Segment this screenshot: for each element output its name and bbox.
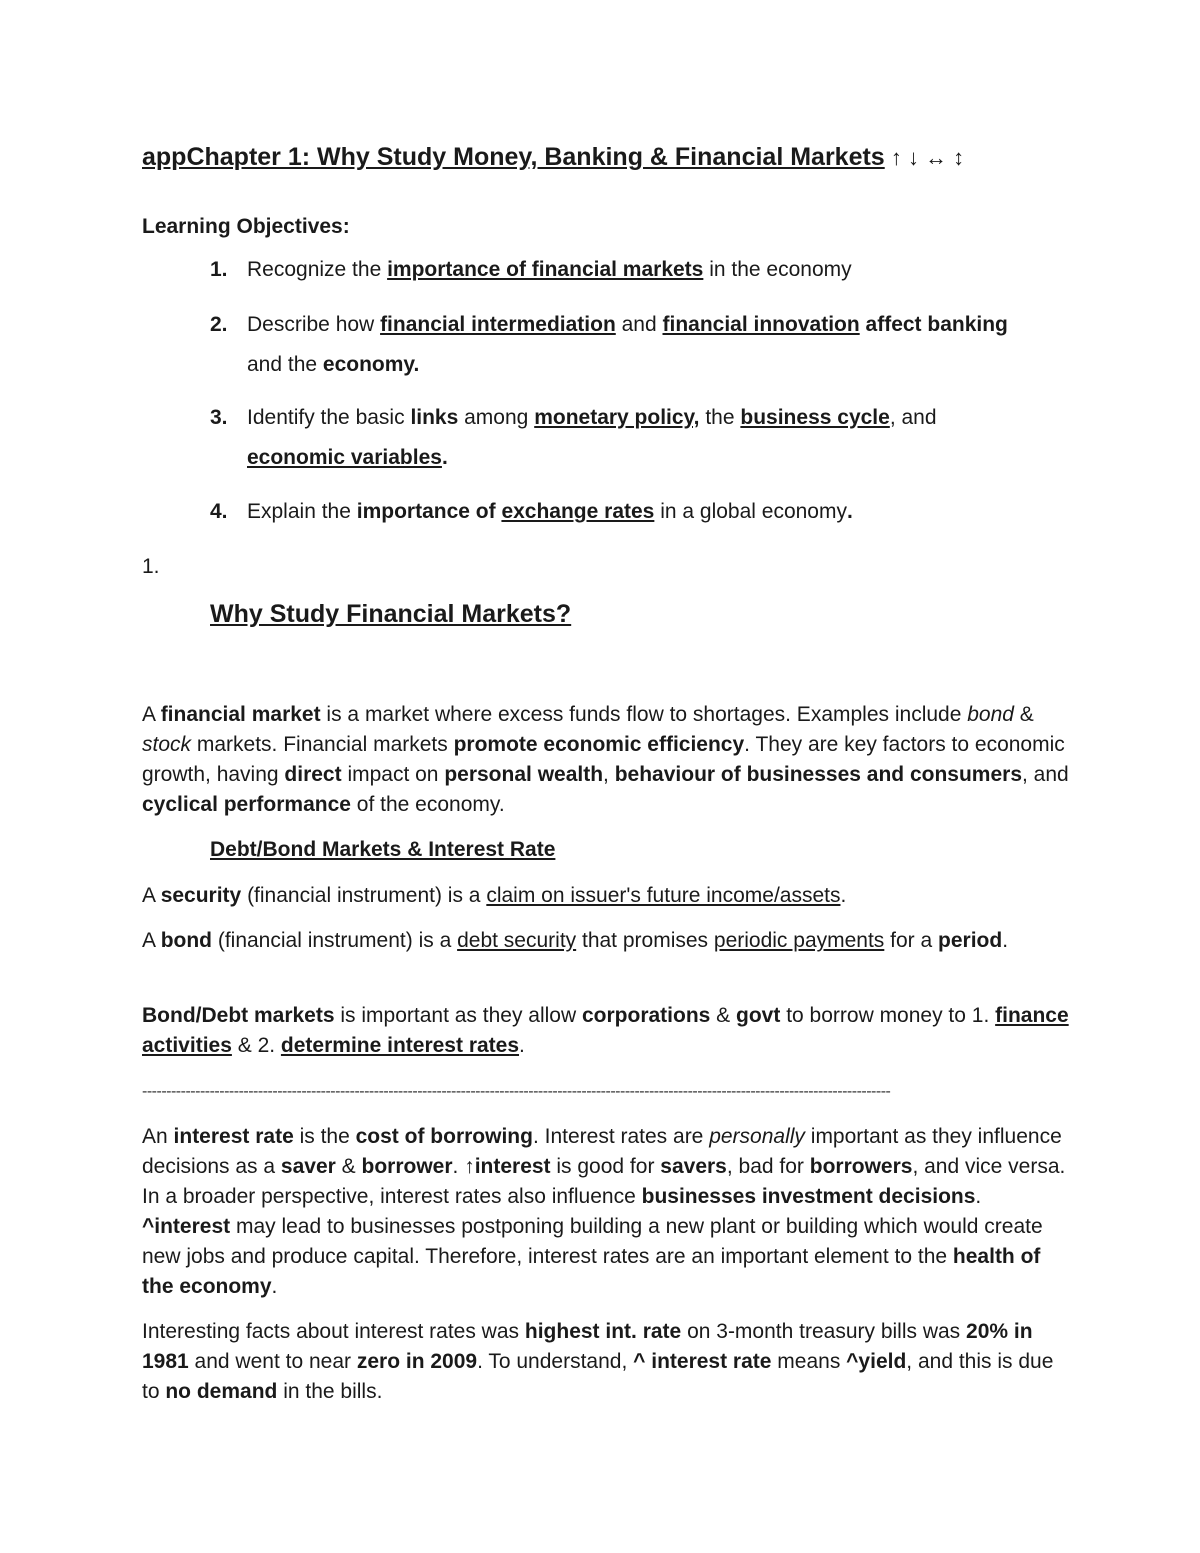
objective-2 (210, 305, 1010, 385)
objective-3 (210, 398, 1010, 478)
paragraph-interest-facts: Interesting facts about interest rates was highest int. rate on 3-month treasury bills was 20% in 1981 and went to near zero in 2009. To understand, ^ interest rate means ^yield, and this is due to no demand in the bills. (142, 1320, 1054, 1403)
objective-1 (210, 250, 1010, 290)
paragraph-security: A security (financial instrument) is a claim on issuer's future income/assets. (142, 884, 847, 907)
objective-text: Describe how financial intermediation and financial innovation affect banking and the economy. (247, 313, 1008, 376)
objective-number: 3. (210, 406, 228, 429)
chapter-title (142, 140, 1072, 175)
paragraph-interest-rate: An interest rate is the cost of borrowing. Interest rates are personally important as they influence decisions as a saver & borrower. ↑interest is good for savers, bad for borrowers, and vice versa. In a broader perspective, interest rates also influence businesses investment decisions. ^interest may lead to businesses postponing building a new plant or building which would create new jobs and produce capital. Therefore, interest rates are an important element to the health of the economy. (142, 1125, 1066, 1298)
chapter-title-text: appChapter 1: Why Study Money, Banking & Financial Markets (142, 143, 885, 171)
section-number: 1. (142, 555, 160, 578)
objective-4 (210, 492, 1010, 532)
objective-text: Identify the basic links among monetary policy, the business cycle, and economic variables. (247, 406, 937, 469)
objective-number: 1. (210, 258, 228, 281)
section-heading: Why Study Financial Markets? (210, 600, 572, 628)
objective-text: Explain the importance of exchange rates in a global economy. (247, 500, 853, 523)
arrow-symbols: ↑ ↓ ↔ ↕ (884, 145, 965, 170)
dashed-divider: ----------------------------------------------------------------------------------------------------------------------------------------------------------- (142, 1083, 891, 1100)
paragraph-bond: A bond (financial instrument) is a debt security that promises periodic payments for a period. (142, 929, 1009, 952)
paragraph-bond-markets: Bond/Debt markets is important as they allow corporations & govt to borrow money to 1. finance activities & 2. determine interest rates. (142, 1004, 1069, 1057)
objective-number: 4. (210, 500, 228, 523)
subsection-heading: Debt/Bond Markets & Interest Rate (210, 838, 556, 861)
learning-objectives-heading: Learning Objectives: (142, 215, 350, 238)
objective-text: Recognize the importance of financial markets in the economy (247, 258, 852, 281)
paragraph-financial-market: A financial market is a market where excess funds flow to shortages. Examples include bond & stock markets. Financial markets promote economic efficiency. They are key factors to economic growth, having direct impact on personal wealth, behaviour of businesses and consumers, and cyclical performance of the economy. (142, 703, 1069, 816)
objective-number: 2. (210, 313, 228, 336)
